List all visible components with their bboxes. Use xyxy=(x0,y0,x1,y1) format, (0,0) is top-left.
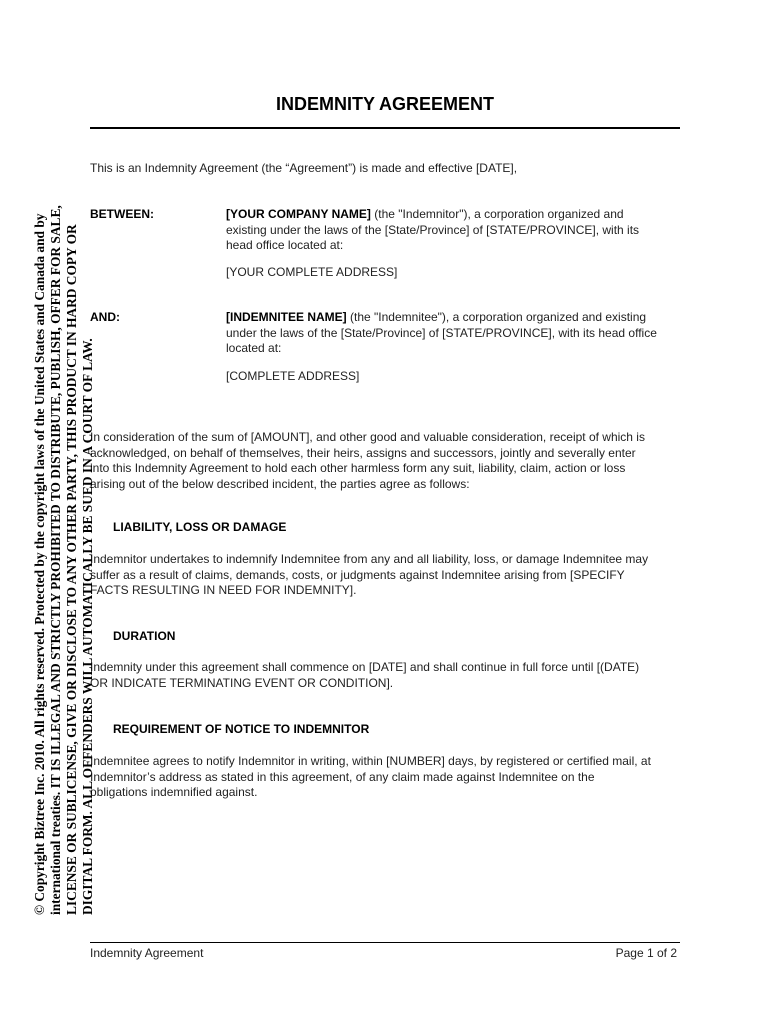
section-line: suffer as a result of claims, demands, costs, or judgments against Indemnitee arising from [SPECIFY xyxy=(90,567,625,582)
section-body-duration xyxy=(90,660,685,691)
section-line: OR INDICATE TERMINATING EVENT OR CONDITION]. xyxy=(90,675,394,690)
between-address: [YOUR COMPLETE ADDRESS] xyxy=(226,265,398,279)
footer-document-name: Indemnity Agreement xyxy=(90,946,204,960)
and-party-desc-3: located at: xyxy=(226,341,282,355)
section-line: Indemnitor undertakes to indemnify Indemnitee from any and all liability, loss, or damage Indemnitee may xyxy=(90,552,649,566)
section-line: Indemnitor’s address as stated in this agreement, of any claim made against Indemnitee on the xyxy=(90,769,595,784)
consideration-line: arising out of the below described incident, the parties agree as follows: xyxy=(90,476,470,491)
page-title: INDEMNITY AGREEMENT xyxy=(275,94,494,114)
and-label: AND: xyxy=(90,310,120,324)
section-line: Indemnitee agrees to notify Indemnitor in writing, within [NUMBER] days, by registered or certified mail, at xyxy=(90,754,651,768)
section-line: FACTS RESULTING IN NEED FOR INDEMNITY]. xyxy=(90,583,357,597)
copyright-watermark xyxy=(32,85,96,915)
footer-divider xyxy=(90,942,680,943)
section-heading-duration: DURATION xyxy=(113,629,176,643)
footer-page-number: Page 1 of 2 xyxy=(615,946,677,960)
and-party-desc-1: (the "Indemnitee"), a corporation organized and existing xyxy=(350,310,647,324)
section-heading-liability: LIABILITY, LOSS OR DAMAGE xyxy=(113,520,287,534)
between-party-desc-1: (the "Indemnitor"), a corporation organized and xyxy=(374,207,624,221)
and-party-block xyxy=(226,310,681,357)
section-line: Indemnity under this agreement shall commence on [DATE] and shall continue in full force until [(DATE) xyxy=(90,660,640,674)
section-body-notice xyxy=(90,754,685,801)
section-heading-notice: REQUIREMENT OF NOTICE TO INDEMNITOR xyxy=(113,722,370,736)
watermark-line: DIGITAL FORM. ALL OFFENDERS WILL AUTOMATICALLY BE SUED IN A COURT OF LAW. xyxy=(80,338,95,915)
consideration-line: acknowledged, on behalf of themselves, their heirs, assigns and successors, jointly and severally enter xyxy=(90,445,636,460)
section-line: obligations indemnified against. xyxy=(90,785,258,799)
and-address: [COMPLETE ADDRESS] xyxy=(226,369,360,383)
watermark-line: LICENSE OR SUBLICENSE, GIVE OR DISCLOSE TO ANY OTHER PARTY, THIS PRODUCT IN HARD COPY OR xyxy=(64,224,79,915)
title-divider xyxy=(90,127,680,129)
watermark-line: © Copyright Biztree Inc. 2010. All rights reserved. Protected by the copyright laws of the United States and Canada and by xyxy=(32,213,47,915)
consideration-line: In consideration of the sum of [AMOUNT], and other good and valuable consideration, receipt of which is xyxy=(90,430,645,444)
between-label: BETWEEN: xyxy=(90,207,154,221)
section-body-liability xyxy=(90,552,685,599)
between-party-desc-3: head office located at: xyxy=(226,238,344,252)
consideration-paragraph xyxy=(90,430,685,492)
between-party-name: [YOUR COMPANY NAME] xyxy=(226,207,371,221)
intro-text: This is an Indemnity Agreement (the “Agreement”) is made and effective [DATE], xyxy=(90,161,518,175)
watermark-line: international treaties. IT IS ILLEGAL AND STRICTLY PROHIBITED TO DISTRIBUTE, PUBLISH, OFFER FOR SALE, xyxy=(48,205,63,915)
and-party-name: [INDEMNITEE NAME] xyxy=(226,310,347,324)
between-party-desc-2: existing under the laws of the [State/Province] of [STATE/PROVINCE], with its xyxy=(226,222,640,237)
consideration-line: into this Indemnity Agreement to hold each other harmless form any suit, liability, claim, action or loss xyxy=(90,461,626,475)
and-party-desc-2: under the laws of the [State/Province] of [STATE/PROVINCE], with its head office xyxy=(226,325,657,340)
between-party-block xyxy=(226,207,681,254)
